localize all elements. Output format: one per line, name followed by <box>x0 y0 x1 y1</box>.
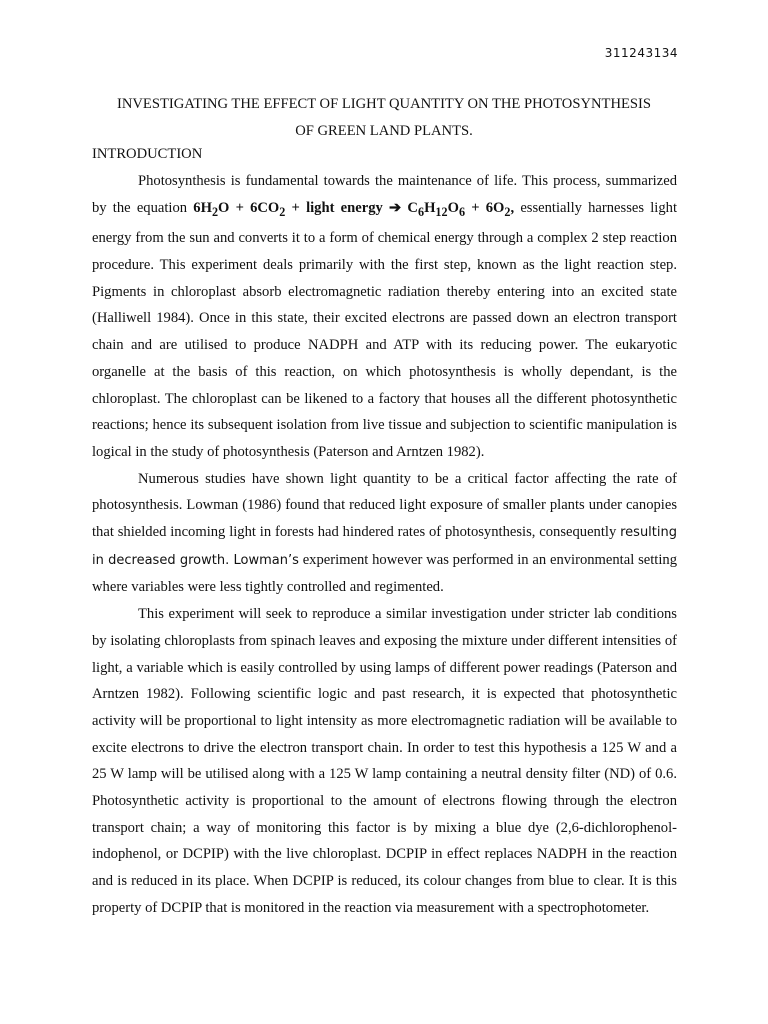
student-id: 311243134 <box>604 46 678 60</box>
eq-water-sub: 2 <box>211 204 219 219</box>
eq-glucose-c: C <box>401 199 418 216</box>
title-line-1: INVESTIGATING THE EFFECT OF LIGHT QUANTITY ON THE PHOTOSYNTHESIS <box>116 96 652 112</box>
paragraph-1 <box>92 168 677 466</box>
eq-water: 6H <box>193 199 212 216</box>
p1-before-equation: Photosynthesis is fundamental towards the maintenance of life. This process, summarized by the equation <box>92 173 677 216</box>
eq-glucose-o-sub: 6 <box>458 204 466 219</box>
eq-glucose-c-sub: 6 <box>417 204 425 219</box>
eq-oxygen-sub: 2 <box>504 204 511 219</box>
section-heading: INTRODUCTION <box>92 146 203 162</box>
eq-glucose-h-sub: 12 <box>435 204 448 219</box>
body-text <box>92 168 677 922</box>
photosynthesis-equation <box>193 199 515 219</box>
eq-comma: , <box>510 199 515 216</box>
title-line-2: OF GREEN LAND PLANTS. <box>295 123 473 139</box>
p2-part-2: experiment however was performed in an environmental setting where variables were less tightly controlled and regimented. <box>92 551 677 596</box>
eq-light-energy: + light energy <box>285 199 389 216</box>
p1-after-equation: essentially harnesses light energy from the sun and converts it to a form of chemical energy through a complex 2 step reaction procedure. This experiment deals primarily with the first step, known as the light reaction step. Pigments in chloroplast absorb electromagnetic radiation thereby entering into an excited state (Halliwell 1984). Once in this state, their excited electrons are passed down an electron transport chain and are utilised to produce NADPH and ATP with its reducing power. The eukaryotic organelle at the basis of this reaction, on which photosynthesis is wholly dependant, is the chloroplast. The chloroplast can be likened to a factory that houses all the different photosynthetic reactions; hence its subsequent isolation from live tissue and subjection to scientific manipulation is logical in the study of photosynthesis (Paterson and Arntzen 1982). <box>92 199 678 460</box>
eq-co2: 6CO <box>250 199 280 216</box>
eq-glucose-o: O <box>447 199 459 216</box>
eq-oxygen: + 6O <box>465 199 505 216</box>
arrow-right-icon: ➔ <box>389 199 402 216</box>
eq-co2-sub: 2 <box>279 204 286 219</box>
paragraph-2 <box>92 466 677 602</box>
eq-glucose-h: H <box>424 199 436 216</box>
p2-sans-run: resulting in decreased growth. Lowman’s <box>92 525 677 568</box>
paragraph-3: This experiment will seek to reproduce a similar investigation under stricter lab conditions by isolating chloroplasts from spinach leaves and exposing the mixture under different intensities of light, a variable which is easily controlled by using lamps of different power readings (Paterson and Arntzen 1982). Following scientific logic and past research, it is expected that photosynthetic activity will be proportional to light intensity as more electromagnetic radiation will be available to excite electrons to drive the electron transport chain. In order to test this hypothesis a 125 W and a 25 W lamp will be utilised along with a 125 W lamp containing a neutral density filter (ND) of 0.6. Photosynthetic activity is proportional to the amount of electrons flowing through the electron transport chain; a way of monitoring this factor is by mixing a blue dye (2,6-dichlorophenol-indophenol, or DCPIP) with the live chloroplast. DCPIP in effect replaces NADPH in the reaction and is reduced in its place. When DCPIP is reduced, its colour changes from blue to clear. It is this property of DCPIP that is monitored in the reaction via measurement with a spectrophotometer. <box>92 606 677 916</box>
document-title <box>90 91 678 145</box>
eq-water-o: O <box>218 199 230 216</box>
eq-plus-1: + <box>229 199 251 216</box>
p2-part-1: Numerous studies have shown light quantity to be a critical factor affecting the rate of photosynthesis. Lowman (1986) found that reduced light exposure of smaller plants under canopies that shielded incoming light in forests had hindered rates of photosynthesis, consequently <box>92 470 677 541</box>
